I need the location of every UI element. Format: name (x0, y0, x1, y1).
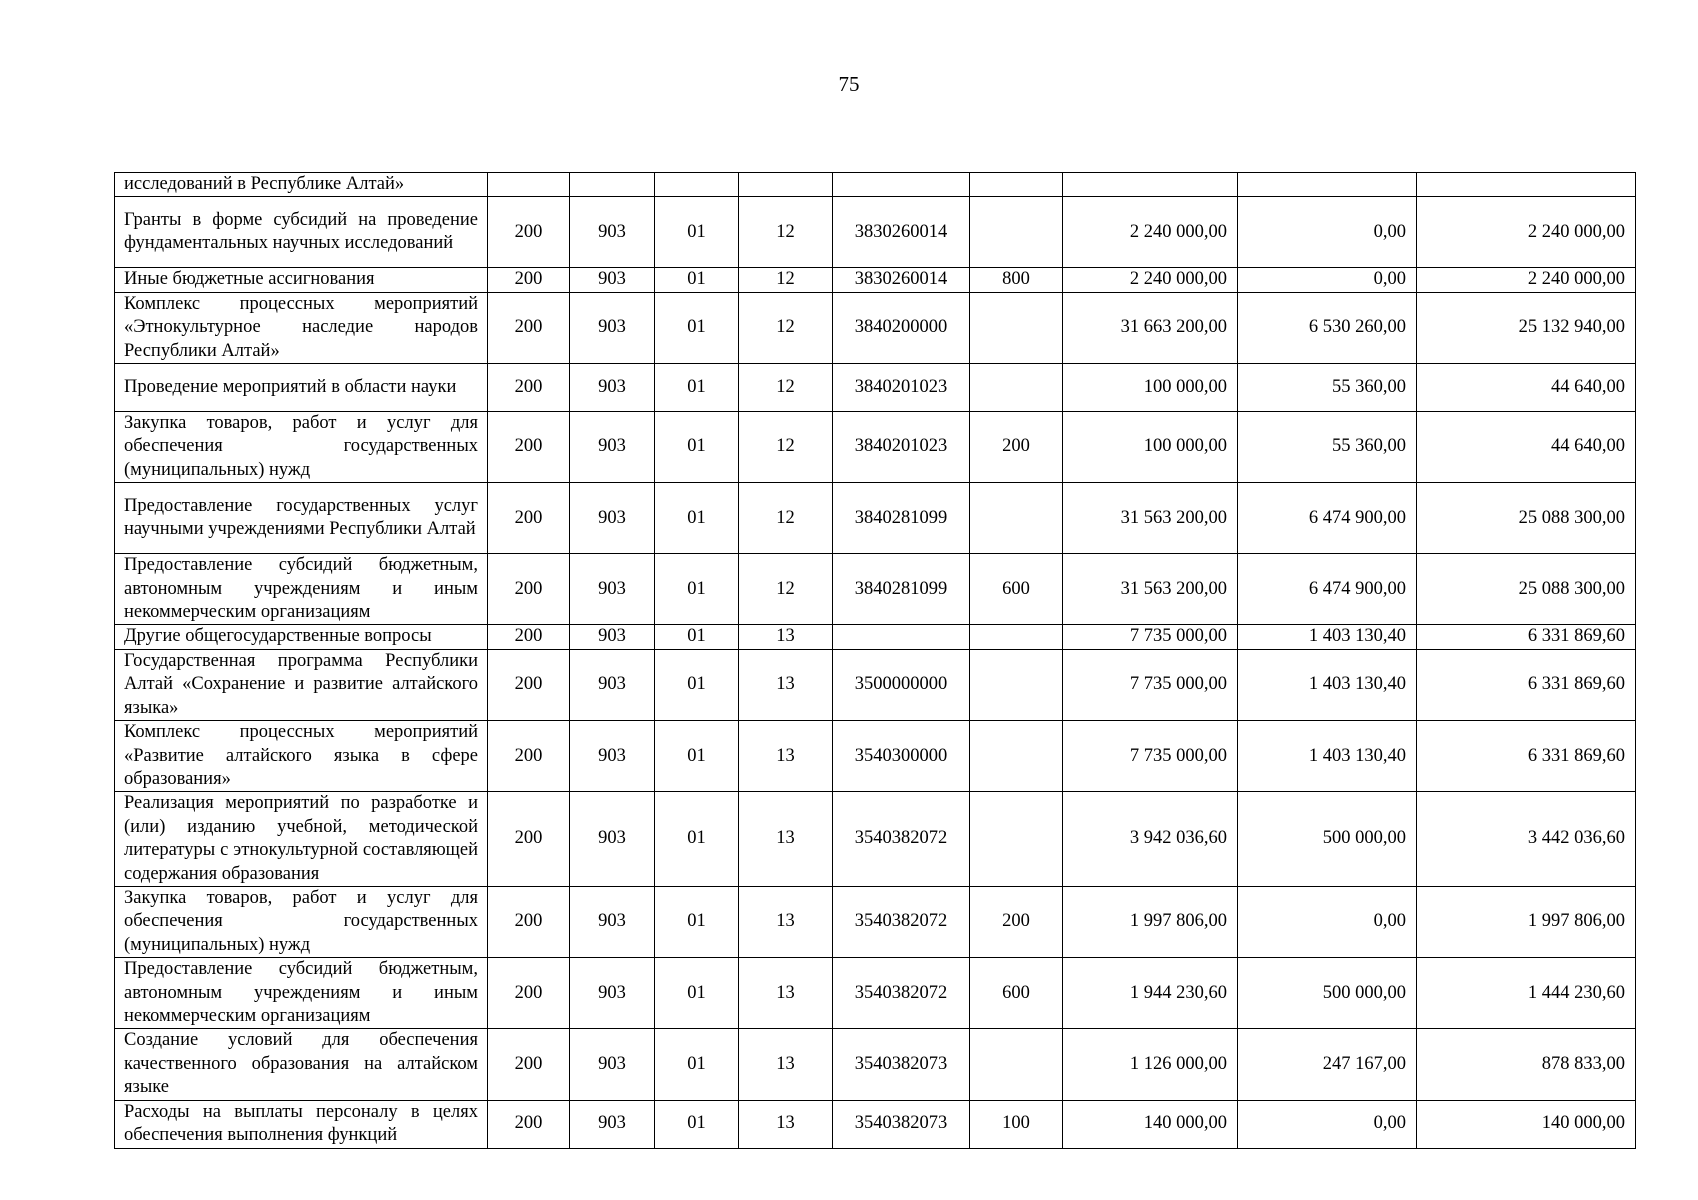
table-row (115, 364, 1636, 412)
cell-v1: 1 997 806,00 (1063, 886, 1238, 957)
cell-c1: 200 (488, 792, 570, 887)
cell-c1: 200 (488, 412, 570, 483)
cell-v1: 1 944 230,60 (1063, 958, 1238, 1029)
cell-v2: 500 000,00 (1238, 792, 1417, 887)
row-name: Закупка товаров, работ и услуг для обеспечения государственных (муниципальных) нужд (115, 886, 488, 957)
cell-v1: 1 126 000,00 (1063, 1029, 1238, 1100)
cell-c3: 01 (655, 554, 739, 625)
cell-c6: 600 (970, 554, 1063, 625)
cell-v3: 2 240 000,00 (1417, 268, 1636, 292)
cell-c3: 01 (655, 625, 739, 649)
cell-c2: 903 (570, 554, 655, 625)
cell-c5 (833, 173, 970, 197)
cell-c6: 200 (970, 412, 1063, 483)
row-name: Закупка товаров, работ и услуг для обеспечения государственных (муниципальных) нужд (115, 412, 488, 483)
cell-v1: 140 000,00 (1063, 1100, 1238, 1148)
cell-c5: 3840281099 (833, 483, 970, 554)
cell-c1: 200 (488, 364, 570, 412)
cell-v2: 500 000,00 (1238, 958, 1417, 1029)
table-row (115, 1029, 1636, 1100)
cell-c1: 200 (488, 625, 570, 649)
cell-c1 (488, 173, 570, 197)
cell-c1: 200 (488, 886, 570, 957)
cell-c3: 01 (655, 197, 739, 268)
cell-c2: 903 (570, 1100, 655, 1148)
cell-v2: 1 403 130,40 (1238, 721, 1417, 792)
cell-c4: 12 (739, 412, 833, 483)
cell-v1: 100 000,00 (1063, 364, 1238, 412)
cell-v3 (1417, 173, 1636, 197)
row-name: Другие общегосударственные вопросы (115, 625, 488, 649)
row-name: Проведение мероприятий в области науки (115, 364, 488, 412)
cell-c4: 12 (739, 268, 833, 292)
cell-c1: 200 (488, 268, 570, 292)
table-row (115, 721, 1636, 792)
table-row (115, 173, 1636, 197)
row-name: Комплекс процессных мероприятий «Развитие алтайского языка в сфере образования» (115, 721, 488, 792)
cell-c4: 13 (739, 625, 833, 649)
row-name: Предоставление государственных услуг научными учреждениями Республики Алтай (115, 483, 488, 554)
budget-table (114, 172, 1636, 1149)
cell-c4: 13 (739, 958, 833, 1029)
cell-c3: 01 (655, 649, 739, 720)
cell-c5: 3840201023 (833, 412, 970, 483)
cell-c6: 800 (970, 268, 1063, 292)
row-name: Создание условий для обеспечения качественного образования на алтайском языке (115, 1029, 488, 1100)
cell-c3: 01 (655, 483, 739, 554)
cell-c2: 903 (570, 721, 655, 792)
table-row (115, 625, 1636, 649)
cell-c3: 01 (655, 792, 739, 887)
cell-c1: 200 (488, 958, 570, 1029)
cell-v2: 0,00 (1238, 268, 1417, 292)
cell-c5: 3540300000 (833, 721, 970, 792)
cell-c4: 12 (739, 364, 833, 412)
cell-c3: 01 (655, 268, 739, 292)
cell-v3: 6 331 869,60 (1417, 721, 1636, 792)
cell-c3: 01 (655, 958, 739, 1029)
cell-v3: 1 444 230,60 (1417, 958, 1636, 1029)
row-name: Расходы на выплаты персоналу в целях обеспечения выполнения функций (115, 1100, 488, 1148)
cell-c2: 903 (570, 649, 655, 720)
cell-v2: 0,00 (1238, 1100, 1417, 1148)
row-name: Реализация мероприятий по разработке и (или) изданию учебной, методической литературы с этнокультурной составляющей содержания образования (115, 792, 488, 887)
cell-c6 (970, 483, 1063, 554)
cell-v3: 878 833,00 (1417, 1029, 1636, 1100)
row-name: Гранты в форме субсидий на проведение фундаментальных научных исследований (115, 197, 488, 268)
cell-v3: 25 088 300,00 (1417, 483, 1636, 554)
cell-c4: 13 (739, 1029, 833, 1100)
cell-v2: 1 403 130,40 (1238, 649, 1417, 720)
table-row (115, 292, 1636, 363)
cell-c3: 01 (655, 1100, 739, 1148)
cell-c6 (970, 364, 1063, 412)
cell-c5: 3500000000 (833, 649, 970, 720)
table-row (115, 412, 1636, 483)
cell-v3: 1 997 806,00 (1417, 886, 1636, 957)
cell-c6: 200 (970, 886, 1063, 957)
cell-c5: 3840200000 (833, 292, 970, 363)
row-name: Комплекс процессных мероприятий «Этнокультурное наследие народов Республики Алтай» (115, 292, 488, 363)
cell-v2: 1 403 130,40 (1238, 625, 1417, 649)
cell-v2: 6 474 900,00 (1238, 483, 1417, 554)
cell-c5: 3840281099 (833, 554, 970, 625)
cell-v2: 0,00 (1238, 197, 1417, 268)
cell-c6 (970, 1029, 1063, 1100)
cell-c5: 3830260014 (833, 268, 970, 292)
cell-c5: 3540382072 (833, 792, 970, 887)
cell-c1: 200 (488, 197, 570, 268)
table-row (115, 197, 1636, 268)
cell-v3: 140 000,00 (1417, 1100, 1636, 1148)
cell-c4: 13 (739, 792, 833, 887)
cell-c2: 903 (570, 792, 655, 887)
cell-v3: 3 442 036,60 (1417, 792, 1636, 887)
cell-c4: 12 (739, 483, 833, 554)
cell-c6 (970, 197, 1063, 268)
cell-v1: 31 663 200,00 (1063, 292, 1238, 363)
cell-c6 (970, 792, 1063, 887)
cell-c4: 13 (739, 721, 833, 792)
cell-v1: 31 563 200,00 (1063, 483, 1238, 554)
cell-c2: 903 (570, 958, 655, 1029)
row-name: Иные бюджетные ассигнования (115, 268, 488, 292)
cell-c4 (739, 173, 833, 197)
cell-v2: 55 360,00 (1238, 364, 1417, 412)
cell-c3: 01 (655, 886, 739, 957)
cell-c5: 3540382072 (833, 958, 970, 1029)
cell-c6: 100 (970, 1100, 1063, 1148)
cell-v1: 7 735 000,00 (1063, 721, 1238, 792)
cell-v3: 44 640,00 (1417, 364, 1636, 412)
cell-c6: 600 (970, 958, 1063, 1029)
cell-c6 (970, 292, 1063, 363)
cell-v1: 100 000,00 (1063, 412, 1238, 483)
cell-c2: 903 (570, 197, 655, 268)
cell-c6 (970, 649, 1063, 720)
table-row (115, 554, 1636, 625)
cell-c2: 903 (570, 1029, 655, 1100)
cell-c3: 01 (655, 1029, 739, 1100)
cell-c5: 3540382073 (833, 1100, 970, 1148)
cell-v3: 2 240 000,00 (1417, 197, 1636, 268)
cell-c3: 01 (655, 364, 739, 412)
table-row (115, 792, 1636, 887)
cell-v3: 6 331 869,60 (1417, 625, 1636, 649)
cell-v1: 3 942 036,60 (1063, 792, 1238, 887)
cell-c2: 903 (570, 292, 655, 363)
cell-c1: 200 (488, 1029, 570, 1100)
cell-v2: 247 167,00 (1238, 1029, 1417, 1100)
cell-c4: 13 (739, 1100, 833, 1148)
cell-v2: 0,00 (1238, 886, 1417, 957)
page-number: 75 (838, 72, 860, 96)
cell-c3: 01 (655, 412, 739, 483)
cell-v3: 44 640,00 (1417, 412, 1636, 483)
cell-c5: 3540382073 (833, 1029, 970, 1100)
cell-c6 (970, 625, 1063, 649)
cell-c5: 3830260014 (833, 197, 970, 268)
cell-v3: 25 132 940,00 (1417, 292, 1636, 363)
cell-c4: 12 (739, 292, 833, 363)
cell-c2: 903 (570, 412, 655, 483)
row-name: исследований в Республике Алтай» (115, 173, 488, 197)
cell-c2: 903 (570, 886, 655, 957)
cell-c4: 12 (739, 197, 833, 268)
cell-v3: 6 331 869,60 (1417, 649, 1636, 720)
cell-v1: 7 735 000,00 (1063, 649, 1238, 720)
cell-v2: 6 474 900,00 (1238, 554, 1417, 625)
cell-c2: 903 (570, 364, 655, 412)
cell-c2: 903 (570, 268, 655, 292)
table-row (115, 958, 1636, 1029)
cell-c3: 01 (655, 721, 739, 792)
row-name: Предоставление субсидий бюджетным, автономным учреждениям и иным некоммерческим организациям (115, 554, 488, 625)
cell-v2: 6 530 260,00 (1238, 292, 1417, 363)
cell-v1: 2 240 000,00 (1063, 197, 1238, 268)
cell-c5: 3840201023 (833, 364, 970, 412)
table-row (115, 649, 1636, 720)
cell-v1: 7 735 000,00 (1063, 625, 1238, 649)
cell-c3 (655, 173, 739, 197)
cell-c6 (970, 173, 1063, 197)
cell-v1: 2 240 000,00 (1063, 268, 1238, 292)
row-name: Государственная программа Республики Алтай «Сохранение и развитие алтайского языка» (115, 649, 488, 720)
budget-table-body (115, 173, 1636, 1149)
cell-c6 (970, 721, 1063, 792)
cell-c3: 01 (655, 292, 739, 363)
cell-c1: 200 (488, 721, 570, 792)
cell-c1: 200 (488, 1100, 570, 1148)
cell-c2: 903 (570, 625, 655, 649)
cell-v1: 31 563 200,00 (1063, 554, 1238, 625)
cell-c5: 3540382072 (833, 886, 970, 957)
cell-v1 (1063, 173, 1238, 197)
cell-c1: 200 (488, 554, 570, 625)
table-row (115, 268, 1636, 292)
cell-v2: 55 360,00 (1238, 412, 1417, 483)
cell-c2 (570, 173, 655, 197)
table-row (115, 1100, 1636, 1148)
cell-v2 (1238, 173, 1417, 197)
cell-c5 (833, 625, 970, 649)
cell-c1: 200 (488, 483, 570, 554)
table-row (115, 886, 1636, 957)
cell-c1: 200 (488, 292, 570, 363)
cell-c2: 903 (570, 483, 655, 554)
cell-c1: 200 (488, 649, 570, 720)
cell-v3: 25 088 300,00 (1417, 554, 1636, 625)
table-row (115, 483, 1636, 554)
cell-c4: 13 (739, 886, 833, 957)
row-name: Предоставление субсидий бюджетным, автономным учреждениям и иным некоммерческим организациям (115, 958, 488, 1029)
cell-c4: 12 (739, 554, 833, 625)
cell-c4: 13 (739, 649, 833, 720)
